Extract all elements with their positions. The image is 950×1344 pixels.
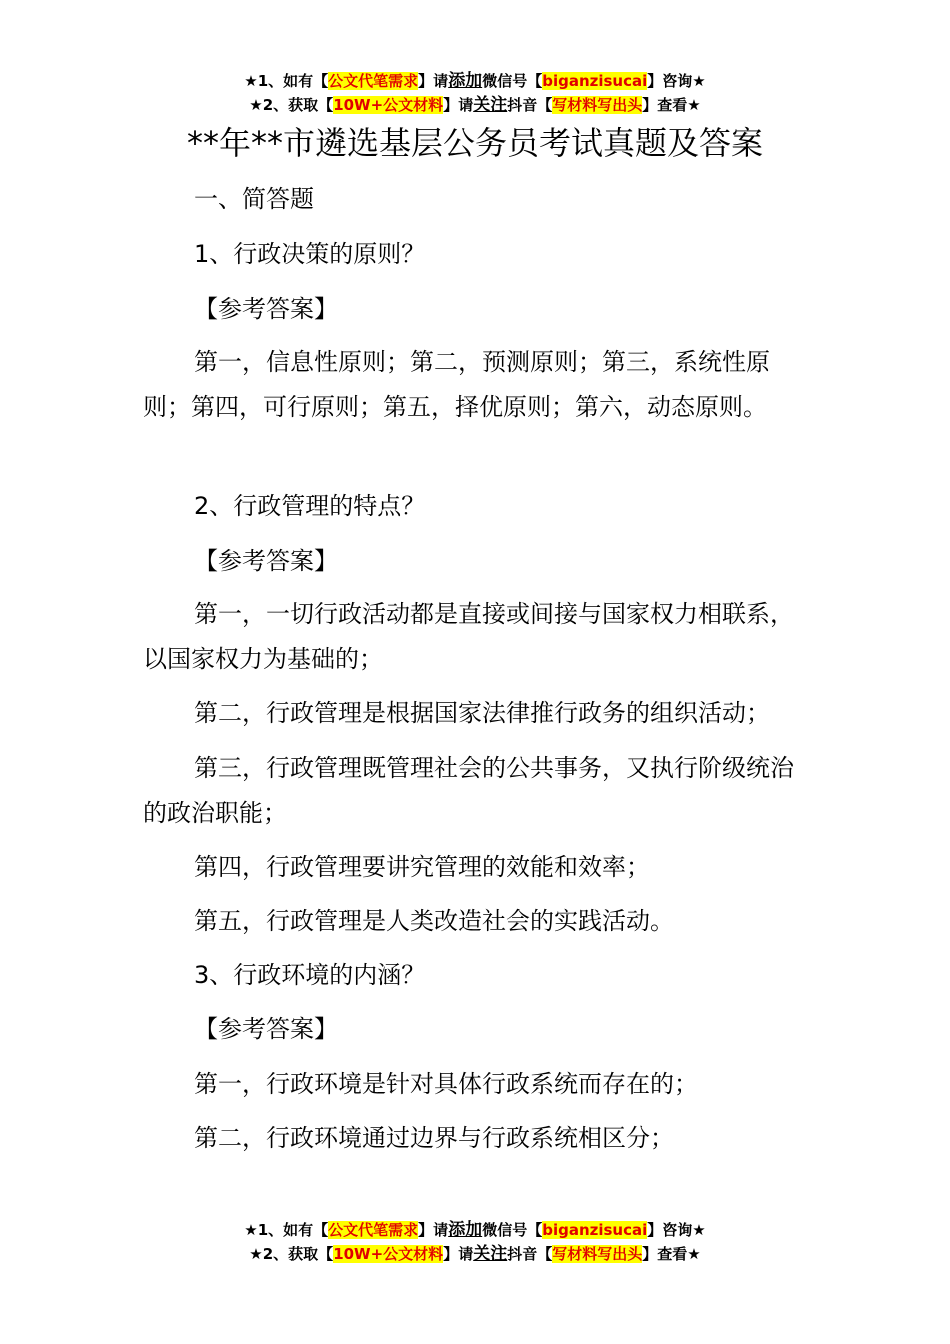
banner-text: 抖音【 [507,96,553,114]
wechat-id: biganzisucai [542,72,648,90]
question-1: 1、行政决策的原则？ [194,240,426,268]
emphasis-text: 关注 [473,1244,508,1264]
emphasis-text: 添加 [448,71,483,91]
highlight-materials: 10W+公文材料 [333,1245,444,1263]
star-icon: ★ [687,1245,701,1263]
banner-text: 2、获取【 [262,1245,334,1263]
footer-banner [0,1218,950,1266]
banner-text: 】咨询 [647,1221,693,1239]
answer-3-point-1: 第一，行政环境是针对具体行政系统而存在的； [194,1070,698,1098]
banner-line-2 [0,1242,950,1266]
star-icon: ★ [249,1245,263,1263]
answer-2-point-3: 第三，行政管理既管理社会的公共事务，又执行阶级统治的政治职能； [143,754,794,827]
banner-text: 】咨询 [647,72,693,90]
douyin-account: 写材料写出头 [552,96,643,114]
answer-3-point-2: 第二，行政环境通过边界与行政系统相区分； [194,1124,674,1152]
star-icon: ★ [687,96,701,114]
banner-text: 抖音【 [507,1245,553,1263]
section-heading: 一、简答题 [194,185,314,213]
star-icon: ★ [244,1221,258,1239]
header-banner [0,69,950,117]
answer-1: 第一，信息性原则；第二，预测原则；第三，系统性原则；第四，可行原则；第五，择优原则；第六，动态原则。 [143,348,770,421]
highlight-service: 公文代笔需求 [328,1221,419,1239]
wechat-id: biganzisucai [542,1221,648,1239]
banner-text: 1、如有【 [257,72,329,90]
answer-2-point-2: 第二，行政管理是根据国家法律推行政务的组织活动； [194,699,770,727]
banner-text: 】请 [418,72,449,90]
banner-text: 微信号【 [482,1221,543,1239]
star-icon: ★ [244,72,258,90]
highlight-materials: 10W+公文材料 [333,96,444,114]
document-title: **年**市遴选基层公务员考试真题及答案 [186,124,763,162]
answer-label-3: 【参考答案】 [194,1015,338,1043]
answer-label-2: 【参考答案】 [194,547,338,575]
highlight-service: 公文代笔需求 [328,72,419,90]
banner-text: 】查看 [642,1245,688,1263]
answer-2-point-4: 第四，行政管理要讲究管理的效能和效率； [194,853,650,881]
question-3: 3、行政环境的内涵？ [194,961,426,989]
banner-line-1 [0,1218,950,1242]
banner-text: 】请 [443,96,474,114]
star-icon: ★ [692,1221,706,1239]
star-icon: ★ [249,96,263,114]
emphasis-text: 添加 [448,1220,483,1240]
banner-text: 微信号【 [482,72,543,90]
answer-label-1: 【参考答案】 [194,295,338,323]
star-icon: ★ [692,72,706,90]
banner-text: 1、如有【 [257,1221,329,1239]
douyin-account: 写材料写出头 [552,1245,643,1263]
banner-text: 】请 [418,1221,449,1239]
answer-2-point-1: 第一，一切行政活动都是直接或间接与国家权力相联系，以国家权力为基础的； [143,600,794,673]
banner-text: 】请 [443,1245,474,1263]
banner-line-2 [0,93,950,117]
banner-text: 2、获取【 [262,96,334,114]
banner-text: 】查看 [642,96,688,114]
banner-line-1 [0,69,950,93]
answer-2-point-5: 第五，行政管理是人类改造社会的实践活动。 [194,907,674,935]
question-2: 2、行政管理的特点？ [194,492,426,520]
emphasis-text: 关注 [473,95,508,115]
